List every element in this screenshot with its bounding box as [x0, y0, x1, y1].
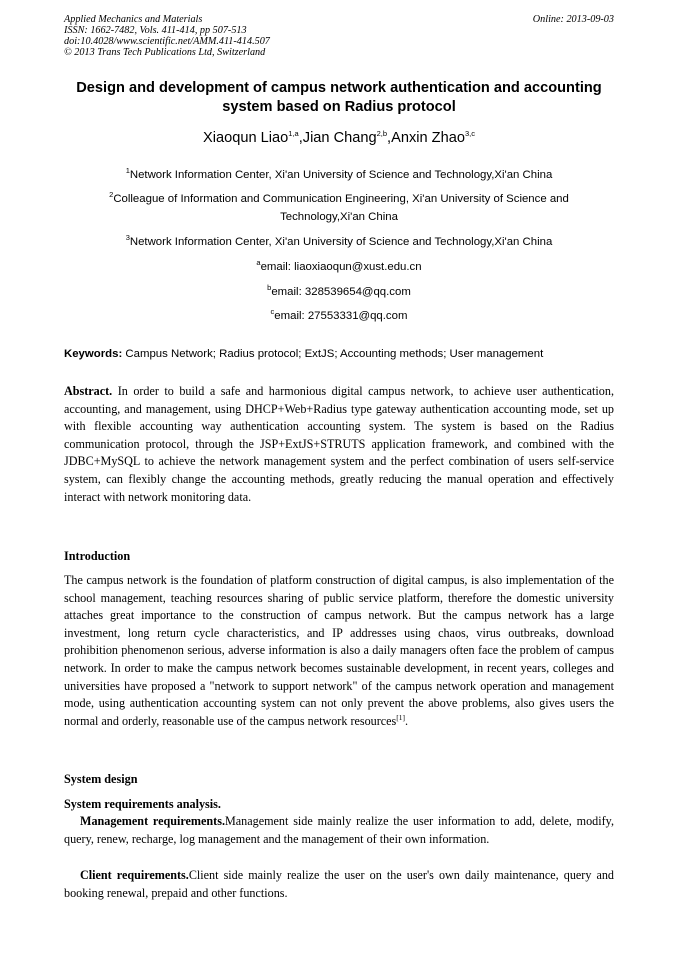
- affiliation-3: [64, 233, 614, 251]
- email-3: [64, 307, 614, 325]
- client-label: Client requirements.: [80, 868, 189, 882]
- keywords-text: Campus Network; Radius protocol; ExtJS; Accounting methods; User management: [125, 348, 544, 360]
- affiliation-1: [64, 166, 614, 184]
- author-name: Jian Chang: [302, 130, 377, 146]
- client-requirements-paragraph: [64, 867, 614, 902]
- citation: [1]: [396, 712, 406, 722]
- client-text: Client side mainly realize the user on the user's own daily maintenance, query and booking renewal, prepaid and other functions.: [64, 868, 614, 900]
- abstract: [64, 383, 614, 506]
- introduction-end: .: [405, 713, 409, 728]
- author-affiliation-sup: 3,c: [464, 129, 475, 139]
- author-name: Anxin Zhao: [391, 130, 465, 146]
- affiliation-sup: 2: [109, 190, 114, 200]
- section-heading-introduction: Introduction: [64, 549, 131, 563]
- subsection-heading-requirements: System requirements analysis.: [64, 797, 221, 811]
- management-requirements-paragraph: [64, 813, 614, 848]
- introduction-text: The campus network is the foundation of platform construction of digital campus, is also implementation of the school management, teaching resources sharing of public service platform, therefore the domestic university attaches great importance to the construction of campus network. But the campus network has a large investment, long return cycle characteristics, and IP addresses using chaos, virus outbreaks, download prohibition phenomenon serious, adverse information is also a daily managers often face the problem of campus network. In order to make the campus network becomes sustainable development, in recent years, colleges and universities have proposed a "network to support network" of the campus network operation and management mode, using authentication accounting system can not only prevent the above problems, also gives users the normal and orderly, reasonable use of the campus network resources: [64, 573, 614, 728]
- management-label: Management requirements.: [80, 814, 225, 828]
- journal-copyright: © 2013 Trans Tech Publications Ltd, Switzerland: [64, 47, 266, 58]
- affiliation-sup: 1: [125, 166, 130, 176]
- author-affiliation-sup: 1,a: [288, 129, 299, 139]
- email-text: email: 27553331@qq.com: [274, 310, 408, 322]
- email-sup: b: [267, 283, 272, 293]
- author-separator: ,: [298, 130, 303, 146]
- affiliation-text: Network Information Center, Xi'an University of Science and Technology,Xi'an China: [129, 236, 553, 248]
- keywords-label: Keywords:: [64, 348, 123, 360]
- journal-name: Applied Mechanics and Materials: [64, 14, 203, 25]
- keywords: [64, 346, 614, 362]
- journal-issn: ISSN: 1662-7482, Vols. 411-414, pp 507-513: [64, 25, 247, 36]
- email-text: email: liaoxiaoqun@xust.edu.cn: [260, 261, 422, 273]
- online-date: Online: 2013-09-03: [532, 14, 614, 25]
- abstract-label: Abstract.: [64, 384, 113, 398]
- affiliation-text: Colleague of Information and Communication Engineering, Xi'an University of Science and Technology,Xi'an China: [113, 193, 569, 223]
- section-heading-system-design: System design: [64, 772, 138, 786]
- email-sup: c: [270, 307, 275, 317]
- affiliation-sup: 3: [125, 233, 130, 243]
- journal-doi: doi:10.4028/www.scientific.net/AMM.411-414.507: [64, 36, 270, 47]
- introduction-paragraph: [64, 572, 614, 730]
- author-affiliation-sup: 2,b: [376, 129, 388, 139]
- affiliation-text: Network Information Center, Xi'an University of Science and Technology,Xi'an China: [129, 169, 553, 181]
- affiliation-2: [80, 190, 598, 226]
- management-text: Management side mainly realize the user information to add, delete, modify, query, renew, recharge, log management and the management of their own information.: [64, 814, 614, 846]
- email-1: [64, 258, 614, 276]
- author-name: Xiaoqun Liao: [203, 130, 289, 146]
- author-list: [64, 129, 614, 148]
- email-sup: a: [256, 258, 261, 268]
- paper-title: Design and development of campus network authentication and accounting system based on Radius protocol: [76, 80, 602, 115]
- email-text: email: 328539654@qq.com: [271, 286, 411, 298]
- author-separator: ,: [387, 130, 392, 146]
- abstract-text: In order to build a safe and harmonious digital campus network, to achieve user authentication, accounting, and management, using DHCP+Web+Radius type gateway authentication accounting mode, set up with flexible accounting way authentication accounting system. The system is based on the Radius communication protocol, through the JSP+ExtJS+STRUTS application framework, and combined with the JDBC+MySQL to achieve the network management system and the perfect combination of users self-service system, can flexibly change the accounting methods, greatly reducing the manual operation and effectively interact with network monitoring data.: [64, 384, 614, 504]
- journal-header: [64, 14, 270, 58]
- email-2: [64, 283, 614, 301]
